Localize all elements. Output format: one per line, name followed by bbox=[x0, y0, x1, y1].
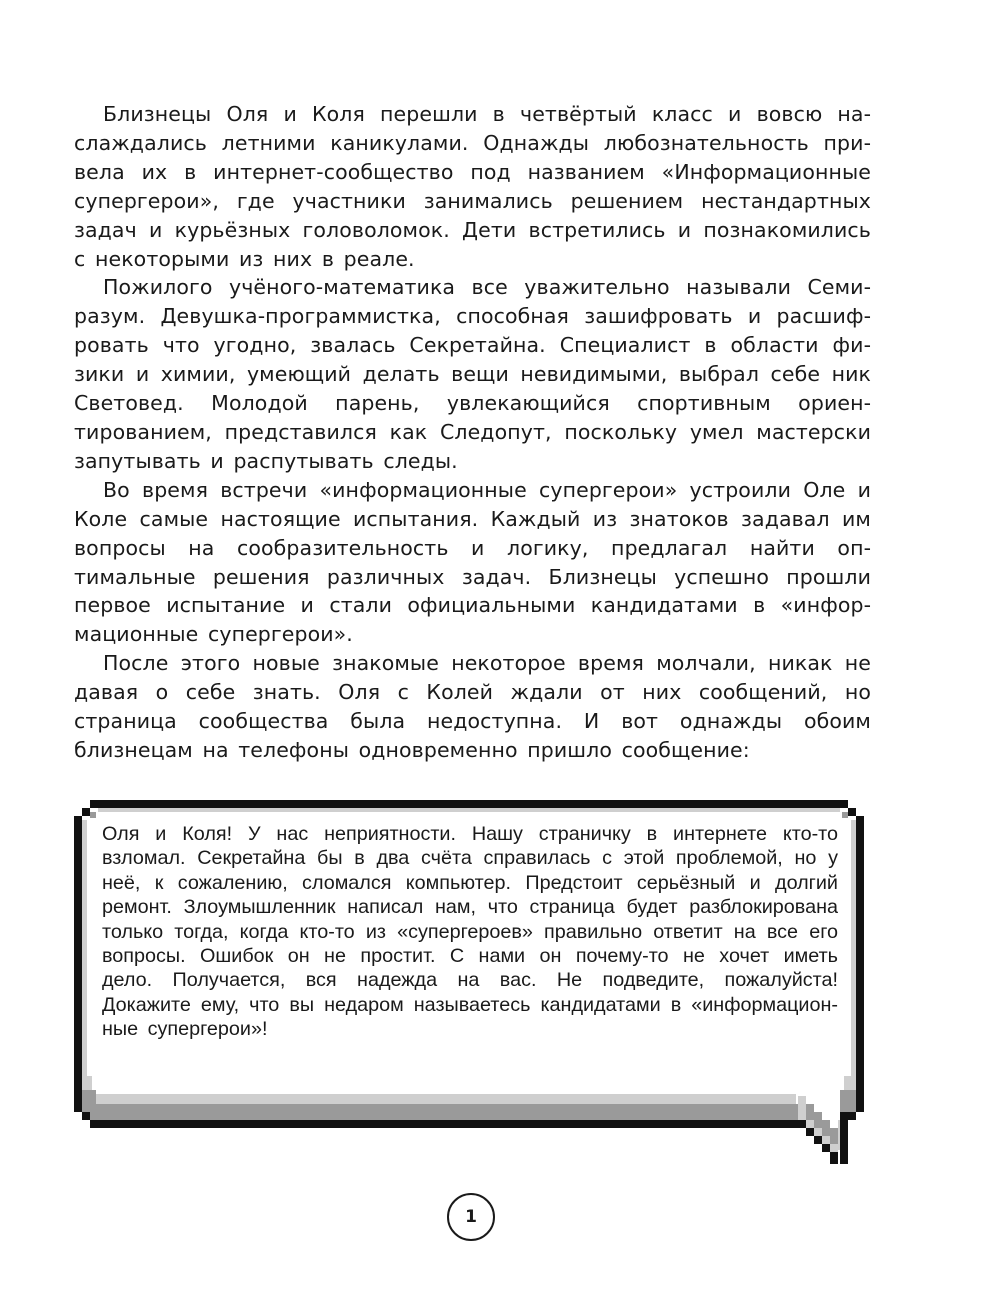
story-paragraph: Пожилого учёного-математика все уважительно называли Семиразум. Девушка-программистка, способная зашифровать и расшифровать что угодно, звалась Секретайна. Специалист в области физики и химии, умеющий делать вещи невидимыми, выбрал себе ник Световед. Молодой парень, увлекающийся спортивным ориентированием, представился как Следопут, поскольку умел мастерски запутывать и распутывать следы. bbox=[74, 275, 871, 473]
story-text bbox=[74, 100, 871, 765]
story-paragraph: Близнецы Оля и Коля перешли в четвёртый класс и вовсю наслаждались летними каникулами. Однажды любознательность привела их в интернет-сообщество под названием «Информационные супергерои», где участники занимались решением нестандартных задач и курьёзных головоломок. Дети встретились и познакомились с некоторыми из них в реале. bbox=[74, 102, 871, 271]
story-paragraph: Во время встречи «информационные супергерои» устроили Оле и Коле самые настоящие испытания. Каждый из знатоков задавал им вопросы на сообразительность и логику, предлагал найти оптимальные решения различных задач. Близнецы успешно прошли первое испытание и стали официальными кандидатами в «информационные супергерои». bbox=[74, 477, 871, 647]
message-text: Оля и Коля! У нас неприятности. Нашу страничку в интернете кто-то взломал. Секретайна бы в два счёта справилась с этой проблемой, но у неё, к сожалению, сломался компьютер. Предстоит серьёзный и долгий ремонт. Злоумышленник написал нам, что страница будет разблокирована только тогда, когда кто-то из «супергероев» правильно ответит на все его вопросы. Ошибок он не простит. С нами он почему-то не хочет иметь дело. Получается, вся надежда на вас. Не подведите, пожалуйста! Докажите ему, что вы недаром называетесь кандидатами в «информационные супергерои»! bbox=[102, 823, 838, 1041]
message-bubble bbox=[74, 798, 864, 1178]
story-paragraph: После этого новые знакомые некоторое время молчали, никак не давая о себе знать. Оля с Колей ждали от них сообщений, но страница сообщества была недоступна. И вот однажды обоим близнецам на телефоны одновременно пришло сообщение: bbox=[74, 651, 871, 762]
page-number: 1 bbox=[447, 1193, 495, 1241]
